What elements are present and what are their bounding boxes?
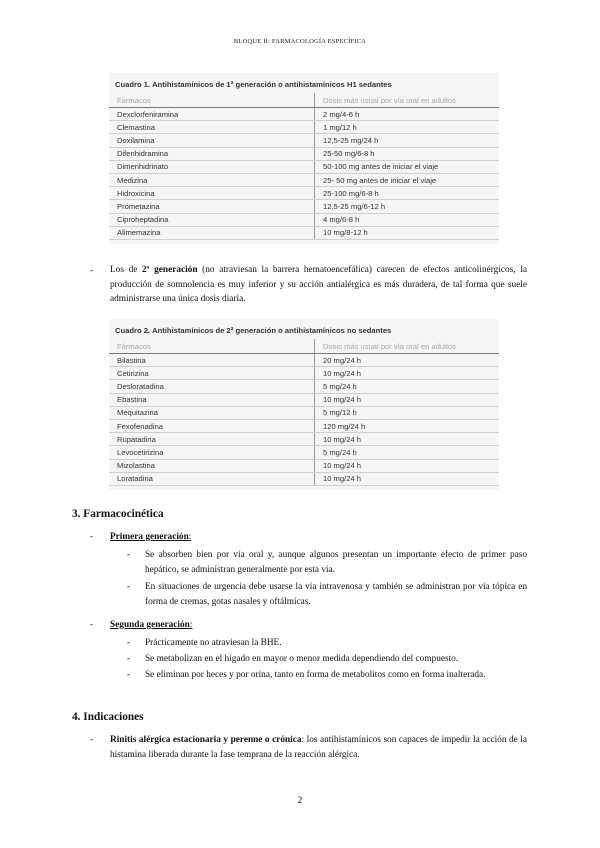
table-row: [109, 459, 499, 472]
dose-cell: 1 mg/12 h: [315, 121, 500, 134]
bullet-dash: -: [127, 654, 131, 664]
dose-cell: 5 mg/24 h: [315, 380, 500, 393]
drug-name-cell: Doxilamina: [109, 134, 315, 147]
table-2-header-dose: Dosis más usual por vía oral en adultos: [315, 339, 500, 354]
table-row: [109, 433, 499, 446]
segunda-item-1: Prácticamente no atraviesan la BHE.: [145, 638, 282, 648]
table-row: [109, 446, 499, 459]
table-row: [109, 213, 499, 226]
bullet-dash: -: [127, 670, 131, 680]
table-row: [109, 121, 499, 134]
drug-name-cell: Loratadina: [109, 472, 315, 485]
dose-cell: 12,5-25 mg/24 h: [315, 134, 500, 147]
table-row: [109, 419, 499, 432]
bullet-dash: -: [90, 735, 94, 745]
drug-name-cell: Alimemazina: [109, 226, 315, 239]
table-row: [109, 393, 499, 406]
running-header: BLOQUE II: FARMACOLOGÍA ESPECÍFICA: [233, 38, 367, 45]
dose-cell: 10 mg/24 h: [315, 472, 500, 485]
table-row: [109, 200, 499, 213]
drug-name-cell: Levocetirizina: [109, 446, 315, 459]
bullet-dash: -: [90, 266, 94, 276]
dose-cell: 25- 50 mg antes de iniciar el viaje: [315, 173, 500, 186]
table-1-header-dose: Dosis más usual por vía oral en adultos: [315, 93, 500, 108]
table-row: [109, 367, 499, 380]
table-1-header-drug: Fármacos: [109, 93, 315, 108]
page-number: 2: [297, 796, 303, 806]
dose-cell: 10 mg/24 h: [315, 433, 500, 446]
drug-name-cell: Cetirizina: [109, 367, 315, 380]
dose-cell: 10 mg/24 h: [315, 459, 500, 472]
table-row: [109, 187, 499, 200]
dose-cell: 10 mg/24 h: [315, 393, 500, 406]
drug-name-cell: Fexofenadina: [109, 419, 315, 432]
table-row: [109, 173, 499, 186]
dose-cell: 25-100 mg/6-8 h: [315, 187, 500, 200]
primera-item-2: En situaciones de urgencia debe usarse la vía intravenosa y también se administran por vía tópica en forma de cremas, gotas nasales y oftálmicas.: [145, 582, 527, 607]
dose-cell: 25-50 mg/6-8 h: [315, 147, 500, 160]
drug-name-cell: Bilastina: [109, 354, 315, 367]
bullet-dash: -: [127, 638, 131, 648]
table-2-header-drug: Fármacos: [109, 339, 315, 354]
segunda-generacion-label: Segunda generación:: [110, 620, 193, 630]
dose-cell: 10 mg/24 h: [315, 367, 500, 380]
table-row: [109, 354, 499, 367]
primera-generacion-label: Primera generación:: [110, 532, 192, 542]
section-3-heading: 3. Farmacocinética: [72, 508, 164, 520]
dose-cell: 5 mg/12 h: [315, 406, 500, 419]
drug-name-cell: Mequitazina: [109, 406, 315, 419]
drug-name-cell: Difenhidramina: [109, 147, 315, 160]
section-4-heading: 4. Indicaciones: [72, 711, 144, 723]
table-1: [109, 73, 499, 244]
dose-cell: 50-100 mg antes de iniciar el viaje: [315, 160, 500, 173]
drug-name-cell: Medizina: [109, 173, 315, 186]
drug-name-cell: Hidroxicina: [109, 187, 315, 200]
table-row: [109, 147, 499, 160]
table-row: [109, 472, 499, 485]
table-row: [109, 160, 499, 173]
drug-name-cell: Desloratadina: [109, 380, 315, 393]
drug-name-cell: Dexclorfeniramina: [109, 108, 315, 121]
table-row: [109, 226, 499, 239]
drug-name-cell: Rupatadina: [109, 433, 315, 446]
drug-name-cell: Dimenhidrinato: [109, 160, 315, 173]
table-1-caption: Cuadro 1. Antihistamínicos de 1ª generación o antihistamínicos H1 sedantes: [115, 80, 392, 89]
bullet-dash: -: [90, 532, 94, 542]
dose-cell: 2 mg/4-6 h: [315, 108, 500, 121]
dose-cell: 120 mg/24 h: [315, 419, 500, 432]
bullet-dash: -: [127, 582, 131, 592]
table-row: [109, 134, 499, 147]
primera-item-1: Se absorben bien por vía oral y, aunque algunos presentan un importante efecto de primer paso hepático, se administran generalmente por esta vía.: [145, 550, 527, 575]
table-row: [109, 380, 499, 393]
drug-name-cell: Clemastina: [109, 121, 315, 134]
bullet-dash: -: [127, 550, 131, 560]
drug-name-cell: Ciproheptadina: [109, 213, 315, 226]
table-2: [109, 319, 499, 490]
dose-cell: 5 mg/24 h: [315, 446, 500, 459]
drug-name-cell: Prometazina: [109, 200, 315, 213]
dose-cell: 10 mg/8-12 h: [315, 226, 500, 239]
segunda-item-2: Se metabolizan en el hígado en mayor o menor medida dependiendo del compuesto.: [145, 654, 459, 664]
rinitis-item: Rinitis alérgica estacionaria y perenne o crónica: los antihistamínicos son capaces de impedir la acción de la histamina liberada durante la fase temprana de la reacción alérgica.: [110, 735, 527, 760]
table-row: [109, 108, 499, 121]
dose-cell: 12,5-25 mg/6-12 h: [315, 200, 500, 213]
drug-name-cell: Mizolastina: [109, 459, 315, 472]
dose-cell: 20 mg/24 h: [315, 354, 500, 367]
paragraph-second-generation: Los de 2ª generación (no atraviesan la barrera hematoencefálica) carecen de efectos anticolinérgicos, la producción de somnolencia es muy inferior y su acción antialérgica es más duradera, de tal forma que suele administrarse una única dosis diaria.: [110, 265, 527, 304]
bullet-dash: -: [90, 620, 94, 630]
dose-cell: 4 mg/6-8 h: [315, 213, 500, 226]
table-2-caption: Cuadro 2. Antihistamínicos de 2ª generación o antihistamínicos no sedantes: [115, 326, 392, 335]
segunda-item-3: Se eliminan por heces y por orina, tanto en forma de metabolitos como en forma inalterada.: [145, 670, 486, 680]
table-row: [109, 406, 499, 419]
drug-name-cell: Ebastina: [109, 393, 315, 406]
